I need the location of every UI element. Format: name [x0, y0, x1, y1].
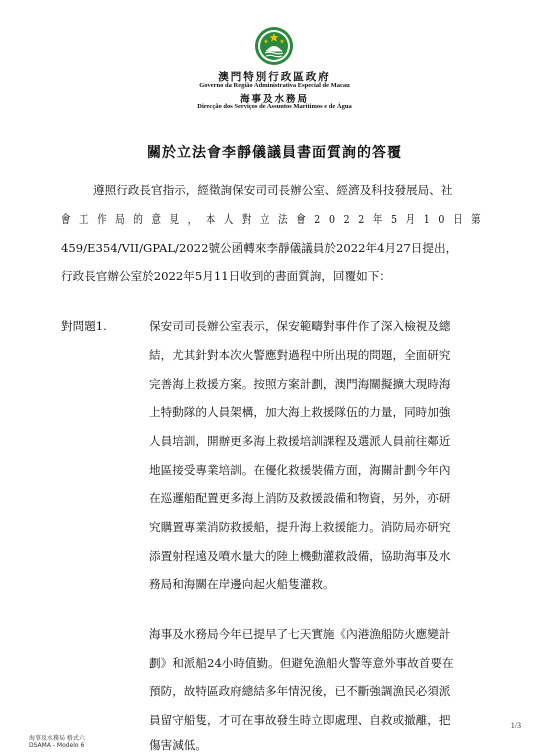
answer-line: 傷害減低。	[149, 738, 207, 752]
intro-line: 459/E354/VII/GPAL/2022號公函轉來李靜儀議員於2022年4月27日提出，	[61, 241, 458, 255]
page-number: 1/3	[510, 721, 521, 730]
answer-line: 完善海上救援方案。按照方案計劃，澳門海關擬擴大現時海	[149, 377, 451, 391]
answer-line: 海事及水務局今年已提早了七天實施《內港漁船防火應變計	[149, 627, 451, 641]
footer-dept: 海事及水務局 格式六	[29, 735, 85, 742]
answer-line: 結，尤其針對本次火警應對過程中所出現的問題，全面研究	[149, 348, 451, 362]
answer-line: 劃》和派船24小時值勤。但避免漁船火警等意外事故首要在	[149, 656, 454, 670]
org-name-chinese: 澳門特別行政區政府	[218, 71, 331, 83]
answer-line: 地區接受專業培訓。在優化救援裝備方面，海關計劃今年內	[149, 463, 451, 477]
question-label: 對問題1.	[61, 319, 107, 333]
dept-name-portuguese: Direcção dos Serviços de Assuntos Marítimos e de Água	[197, 103, 352, 110]
answer-line: 員留守船隻，才可在事故發生時立即處理、自救或撤離，把	[149, 713, 451, 727]
answer-line: 究購置專業消防救援船，提升海上救援能力。消防局亦研究	[149, 520, 451, 534]
answer-line: 上特動隊的人員架構，加大海上救援隊伍的力量，同時加強	[149, 405, 451, 419]
answer-line: 添置射程遠及噴水量大的陸上機動灌救設備，協助海事及水	[149, 549, 451, 563]
answer-line: 務局和海關在岸邊向起火船隻灌救。	[149, 577, 335, 591]
macau-sar-emblem	[254, 26, 294, 66]
document-title: 關於立法會李靜儀議員書面質詢的答覆	[147, 145, 402, 161]
answer-line: 預防，故特區政府總結多年情況後，已不斷強調漁民必須派	[149, 684, 451, 698]
intro-line: 行政長官辦公室於2022年5月11日收到的書面質詢，回覆如下：	[61, 269, 391, 283]
org-name-portuguese: Governo da Região Administrativa Especial de Macau	[199, 82, 350, 89]
answer-line: 保安司司長辦公室表示，保安範疇對事件作了深入檢視及總	[149, 319, 451, 333]
answer-line: 人員培訓，開辦更多海上救援培訓課程及選派人員前往鄰近	[149, 434, 451, 448]
footer-model: DSAMA - Modelo 6	[29, 742, 85, 749]
intro-line: 遵照行政長官指示，經徵詢保安司司長辦公室、經濟及科技發展局、社	[93, 183, 453, 197]
intro-line: 會工作局的意見，本人對立法會2022年5月10日第	[61, 212, 490, 226]
dept-name-chinese: 海事及水務局	[239, 94, 309, 105]
answer-line: 在巡邏船配置更多海上消防及救援設備和物資，另外，亦研	[149, 491, 451, 505]
